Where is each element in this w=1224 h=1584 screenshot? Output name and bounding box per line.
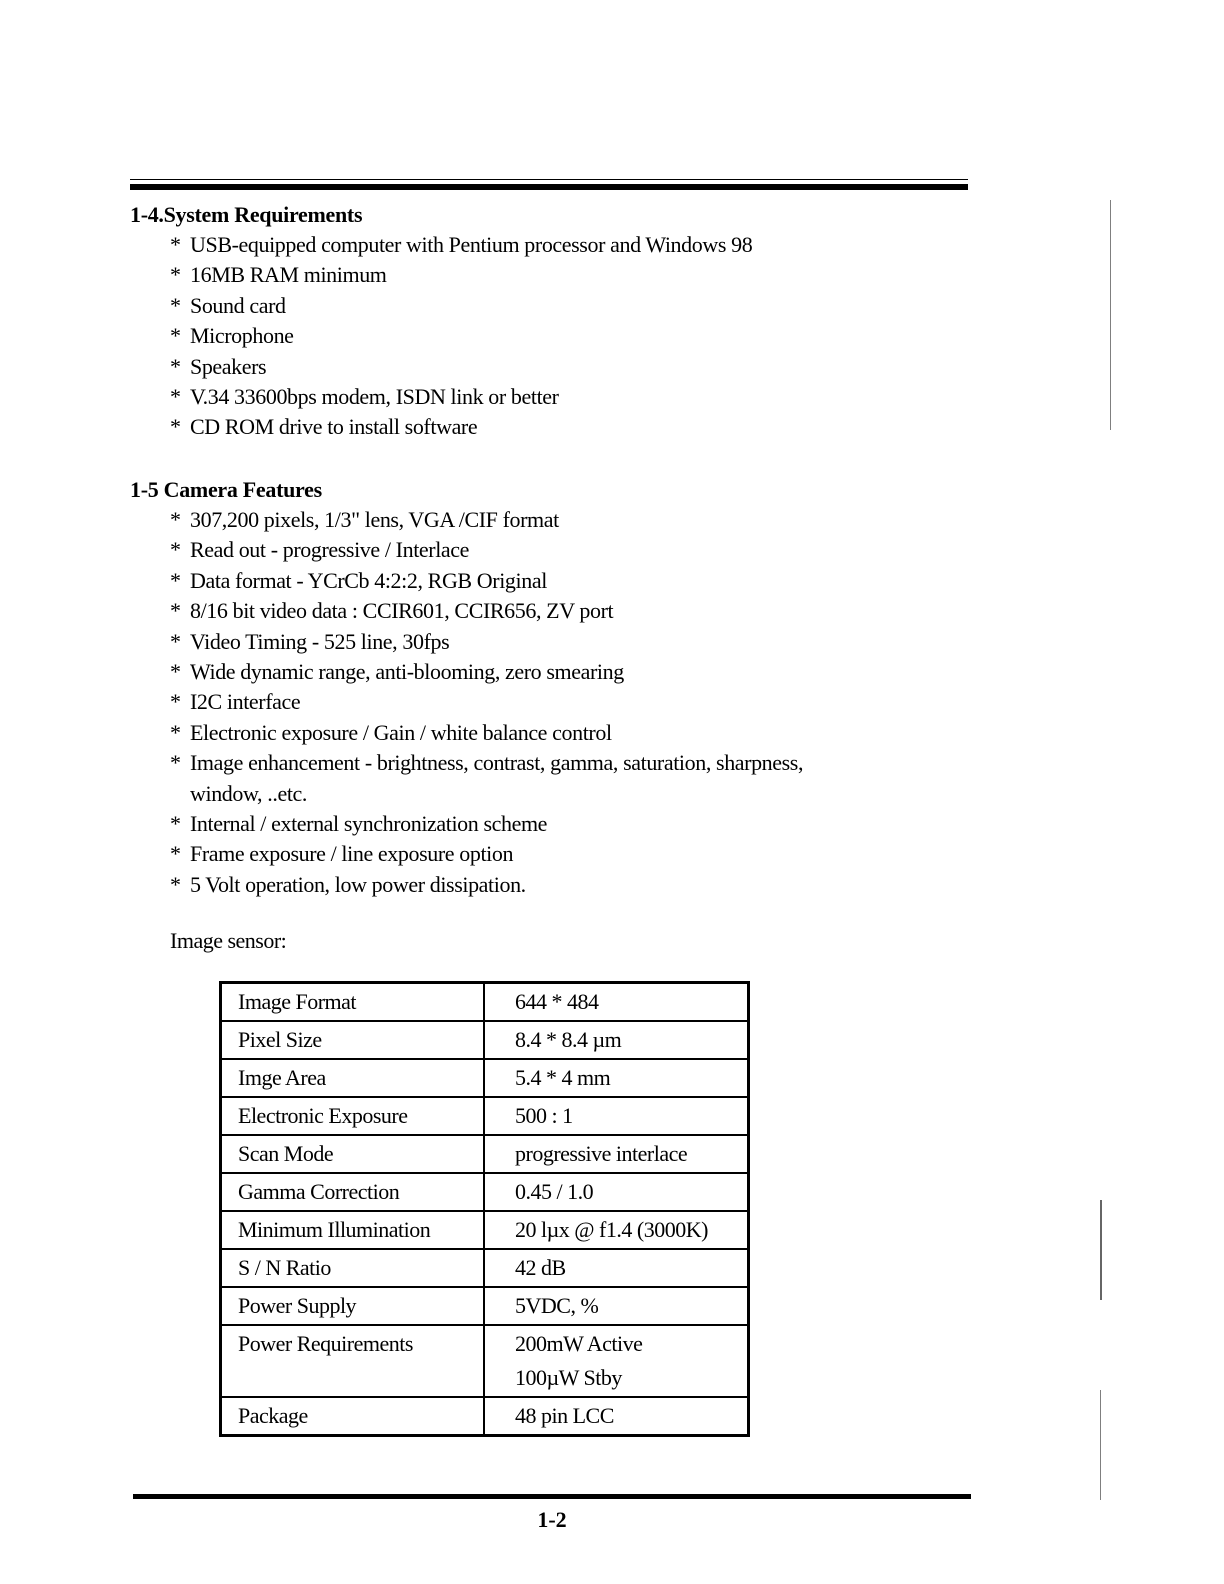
- table-row: [221, 1097, 749, 1135]
- table-cell-name: Image Format: [221, 983, 485, 1022]
- list-item: * 8/16 bit video data : CCIR601, CCIR656, ZV port: [170, 598, 614, 624]
- table-cell-value: 5.4 * 4 mm: [484, 1059, 749, 1097]
- image-sensor-table: [219, 981, 750, 1437]
- list-item: * Wide dynamic range, anti-blooming, zero smearing: [170, 659, 624, 685]
- table-row: [221, 1249, 749, 1287]
- list-item: * Electronic exposure / Gain / white balance control: [170, 719, 612, 745]
- table-row: [221, 1397, 749, 1436]
- list-item-continuation: window, ..etc.: [190, 780, 308, 806]
- list-item: * Image enhancement - brightness, contrast, gamma, saturation, sharpness, window, ..etc.: [170, 748, 930, 809]
- table-cell-value: 20 lµx @ f1.4 (3000K): [484, 1211, 749, 1249]
- table-cell-name: Gamma Correction: [221, 1173, 485, 1211]
- list-item: * Video Timing - 525 line, 30fps: [170, 628, 450, 654]
- list-item: * Data format - YCrCb 4:2:2, RGB Original: [170, 567, 547, 593]
- system-requirements-list: [130, 230, 930, 443]
- list-item: * Speakers: [170, 353, 267, 379]
- table-cell-name: Scan Mode: [221, 1135, 485, 1173]
- camera-features-section: [130, 475, 930, 900]
- scan-artifact: [1100, 1200, 1102, 1300]
- camera-features-list: [130, 505, 930, 900]
- table-cell-name: Power Supply: [221, 1287, 485, 1325]
- table-cell-value: 644 * 484: [484, 983, 749, 1022]
- list-item: * V.34 33600bps modem, ISDN link or better: [170, 384, 559, 410]
- list-item: * 307,200 pixels, 1/3" lens, VGA /CIF format: [170, 507, 559, 532]
- system-requirements-section: [130, 200, 930, 443]
- list-item: * CD ROM drive to install software: [170, 414, 478, 440]
- table-cell-name: Power Requirements: [221, 1325, 485, 1397]
- value-line: 100µW Stby: [515, 1365, 622, 1390]
- bottom-rule: [133, 1494, 971, 1499]
- table-row: [221, 983, 749, 1022]
- table-cell-value: [484, 1325, 749, 1397]
- list-item: * Internal / external synchronization scheme: [170, 811, 548, 837]
- table-cell-name: Pixel Size: [221, 1021, 485, 1059]
- list-item: * Frame exposure / line exposure option: [170, 841, 514, 867]
- table-cell-name: Imge Area: [221, 1059, 485, 1097]
- table-cell-value: progressive interlace: [484, 1135, 749, 1173]
- table-row: [221, 1135, 749, 1173]
- list-item: * Sound card: [170, 292, 286, 318]
- table-cell-value: 500 : 1: [484, 1097, 749, 1135]
- table-cell-value: 5VDC, %: [484, 1287, 749, 1325]
- image-sensor-label: Image sensor:: [170, 928, 287, 953]
- table-cell-value: 8.4 * 8.4 µm: [484, 1021, 749, 1059]
- table-cell-value: 42 dB: [484, 1249, 749, 1287]
- scan-artifact: [1110, 200, 1111, 430]
- camera-features-heading: 1-5 Camera Features: [130, 477, 322, 502]
- table-row: [221, 1211, 749, 1249]
- table-cell-name: Minimum Illumination: [221, 1211, 485, 1249]
- list-item: * Read out - progressive / Interlace: [170, 537, 470, 563]
- table-cell-value: 48 pin LCC: [484, 1397, 749, 1436]
- table-cell-name: Electronic Exposure: [221, 1097, 485, 1135]
- page-number: 1-2: [537, 1507, 567, 1532]
- scan-artifact: [1100, 1390, 1101, 1500]
- table-cell-value: 0.45 / 1.0: [484, 1173, 749, 1211]
- list-item: * Microphone: [170, 323, 294, 349]
- list-item: * 16MB RAM minimum: [170, 262, 387, 288]
- list-item: * I2C interface: [170, 689, 301, 715]
- table-row: [221, 1059, 749, 1097]
- list-item: * USB-equipped computer with Pentium processor and Windows 98: [170, 232, 753, 257]
- table-cell-name: S / N Ratio: [221, 1249, 485, 1287]
- table-cell-name: Package: [221, 1397, 485, 1436]
- table-row: [221, 1021, 749, 1059]
- table-row: [221, 1287, 749, 1325]
- system-requirements-heading: 1-4.System Requirements: [130, 202, 363, 227]
- table-row: [221, 1173, 749, 1211]
- value-line: 200mW Active: [515, 1331, 643, 1356]
- top-rule: [130, 184, 968, 190]
- list-item: * 5 Volt operation, low power dissipation.: [170, 871, 526, 897]
- table-row: [221, 1325, 749, 1397]
